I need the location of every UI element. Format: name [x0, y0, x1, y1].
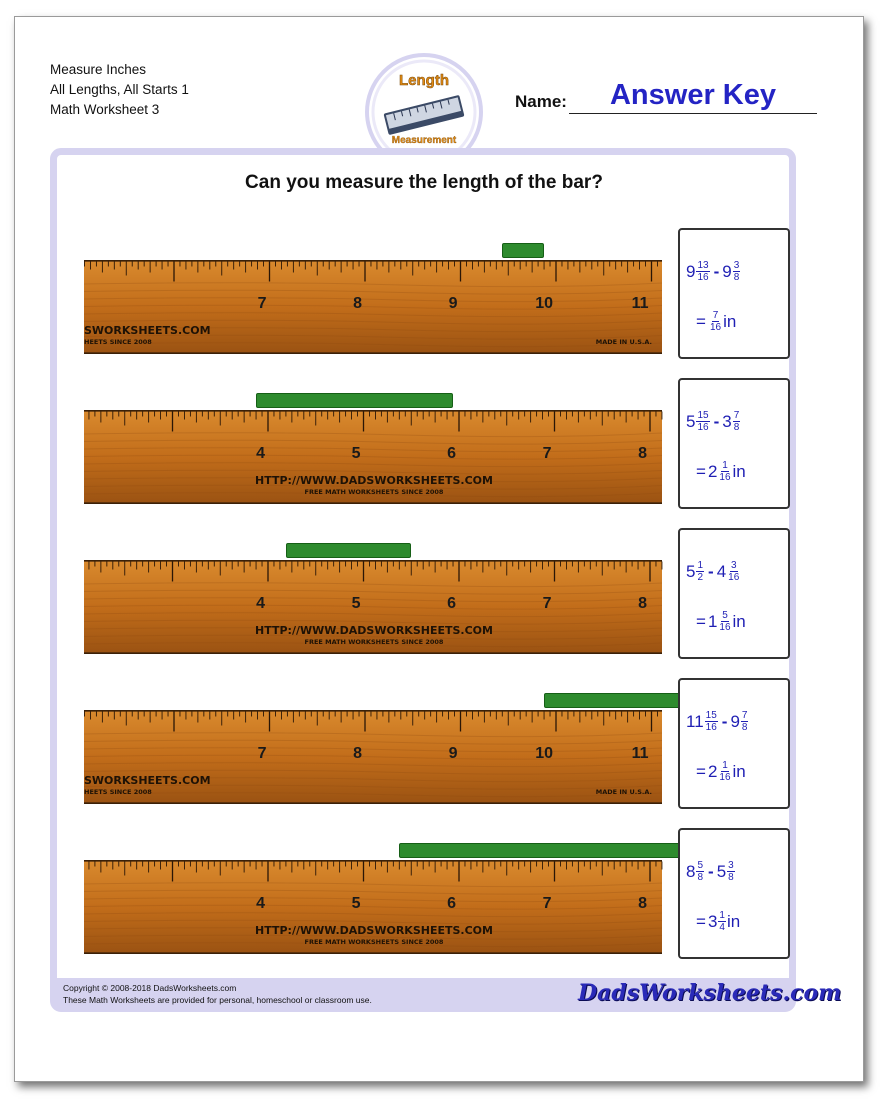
result-fraction-numerator: 5: [722, 610, 728, 621]
end-fraction-numerator: 15: [705, 710, 717, 721]
end-whole: 11: [686, 711, 704, 731]
logo-top-text: Length: [399, 72, 449, 89]
wooden-ruler: [84, 560, 662, 654]
start-whole: 4: [716, 561, 727, 581]
result-fraction-denominator: 16: [719, 622, 731, 633]
ruler-tagline-text: FREE MATH WORKSHEETS SINCE 2008: [304, 488, 444, 496]
inch-label: 5: [351, 595, 361, 612]
result-fraction: [718, 910, 726, 933]
end-fraction: [696, 560, 704, 583]
name-field: [515, 76, 817, 114]
equals-sign: =: [696, 911, 706, 931]
start-whole: 9: [722, 261, 732, 281]
minus-sign: -: [708, 861, 714, 881]
answer-box: [678, 828, 790, 959]
inch-label: 11: [631, 295, 649, 312]
result-fraction-numerator: 1: [719, 910, 725, 921]
answer-key-text: Answer Key: [609, 79, 776, 111]
inch-label: 8: [638, 445, 647, 462]
ruler-url-text: HTTP://WWW.DADSWORKSHEETS.COM: [255, 474, 493, 487]
start-fraction: [733, 260, 741, 283]
inch-label: 10: [535, 745, 553, 762]
start-fraction-numerator: 7: [741, 710, 748, 721]
inch-label: 8: [638, 595, 647, 612]
measured-bar: [256, 393, 453, 408]
end-fraction-numerator: 13: [697, 260, 709, 271]
worksheet-number: Math Worksheet 3: [50, 102, 160, 117]
answer-subtraction: [686, 560, 741, 583]
inch-label: 8: [638, 895, 647, 912]
inch-label: 7: [542, 895, 552, 912]
result-fraction-numerator: 1: [722, 460, 728, 471]
answer-result: [696, 310, 736, 333]
start-fraction-numerator: 7: [733, 410, 740, 421]
result-fraction: [718, 760, 731, 783]
unit-label: in: [732, 461, 746, 481]
inch-label: 6: [447, 895, 456, 912]
minus-sign: -: [713, 411, 720, 431]
start-whole: 3: [722, 411, 732, 431]
answer-box: [678, 228, 790, 359]
result-whole: 2: [707, 461, 718, 481]
problem-row: [84, 678, 794, 813]
inch-label: 11: [631, 745, 649, 762]
ruler-url-text: HTTP://WWW.DADSWORKSHEETS.COM: [255, 624, 493, 637]
answer-result: [696, 910, 740, 933]
result-fraction-denominator: 4: [719, 922, 725, 933]
ruler-brand-subtext: HEETS SINCE 2008: [84, 788, 152, 796]
answer-box: [678, 378, 790, 509]
ruler-brand-subtext: HEETS SINCE 2008: [84, 338, 152, 346]
equals-sign: =: [696, 761, 706, 781]
inch-label: 4: [256, 445, 265, 462]
result-whole: 1: [707, 611, 718, 631]
answer-subtraction: [686, 710, 749, 733]
result-fraction-denominator: 16: [719, 472, 731, 483]
result-whole: 2: [707, 761, 718, 781]
wooden-ruler: [84, 860, 662, 954]
measured-bar: [286, 543, 411, 558]
end-fraction-denominator: 2: [697, 572, 704, 583]
ruler-url-text: HTTP://WWW.DADSWORKSHEETS.COM: [255, 924, 493, 937]
start-fraction-numerator: 3: [733, 260, 740, 271]
measured-bar: [502, 243, 544, 258]
answer-box: [678, 528, 790, 659]
end-fraction-denominator: 8: [697, 872, 704, 883]
equals-sign: =: [696, 461, 706, 481]
end-whole: 8: [686, 861, 696, 881]
start-fraction-denominator: 8: [733, 272, 740, 283]
ruler-brand-text: SWORKSHEETS.COM: [84, 774, 211, 787]
answer-result: [696, 610, 746, 633]
ruler-tagline-text: FREE MATH WORKSHEETS SINCE 2008: [304, 938, 444, 946]
start-whole: 5: [716, 861, 727, 881]
ruler-tagline-text: FREE MATH WORKSHEETS SINCE 2008: [304, 638, 444, 646]
result-fraction: [718, 460, 731, 483]
ruler-made-in-text: MADE IN U.S.A.: [595, 788, 652, 796]
unit-label: in: [732, 761, 746, 781]
result-fraction-numerator: 1: [722, 760, 728, 771]
name-label: Name:: [515, 92, 567, 111]
start-fraction-numerator: 3: [728, 860, 734, 871]
problem-row: [84, 378, 794, 513]
result-fraction: [709, 310, 722, 333]
end-whole: 5: [686, 561, 696, 581]
start-fraction: [741, 710, 749, 733]
logo-bottom-text: Measurement: [391, 135, 457, 146]
start-fraction: [727, 860, 735, 883]
end-fraction-numerator: 15: [697, 410, 709, 421]
end-whole: 9: [686, 261, 696, 281]
answer-result: [696, 760, 746, 783]
name-underline: [569, 113, 817, 114]
ruler-brand-text: SWORKSHEETS.COM: [84, 324, 211, 337]
worksheet-subject: Measure Inches: [50, 62, 147, 77]
wooden-ruler: [84, 260, 662, 354]
minus-sign: -: [713, 261, 720, 281]
start-fraction: [733, 410, 741, 433]
unit-label: in: [723, 311, 737, 331]
answer-subtraction: [686, 260, 741, 283]
equals-sign: =: [696, 611, 706, 631]
inch-label: 4: [256, 595, 265, 612]
result-fraction-numerator: 7: [712, 310, 719, 321]
result-whole: 3: [707, 911, 718, 931]
problem-row: [84, 528, 794, 663]
inch-label: 8: [353, 295, 362, 312]
copyright-block: [63, 982, 372, 1006]
answer-subtraction: [686, 860, 736, 883]
inch-label: 7: [542, 445, 552, 462]
copyright-text: Copyright © 2008-2018 DadsWorksheets.com: [63, 983, 237, 993]
start-whole: 9: [730, 711, 740, 731]
usage-note: These Math Worksheets are provided for personal, homeschool or classroom use.: [63, 995, 372, 1005]
unit-label: in: [726, 911, 741, 931]
problem-row: [84, 828, 794, 963]
start-fraction-denominator: 8: [728, 872, 734, 883]
end-fraction-denominator: 16: [697, 272, 709, 283]
end-fraction-denominator: 16: [705, 722, 717, 733]
end-fraction-denominator: 16: [697, 422, 709, 433]
result-fraction: [718, 610, 731, 633]
result-fraction-denominator: 16: [709, 322, 722, 333]
answer-box: [678, 678, 790, 809]
end-whole: 5: [686, 411, 696, 431]
end-fraction: [705, 710, 718, 733]
end-fraction: [696, 410, 709, 433]
inch-label: 7: [257, 295, 267, 312]
worksheet-title: Can you measure the length of the bar?: [245, 172, 603, 193]
worksheet-info: [50, 60, 189, 120]
inch-label: 7: [542, 595, 552, 612]
inch-label: 9: [448, 295, 458, 312]
start-fraction-denominator: 16: [728, 572, 740, 583]
wooden-ruler: [84, 710, 662, 804]
minus-sign: -: [708, 561, 714, 581]
inch-label: 6: [447, 445, 456, 462]
start-fraction-denominator: 8: [733, 422, 740, 433]
start-fraction-denominator: 8: [741, 722, 748, 733]
inch-label: 6: [447, 595, 456, 612]
inch-label: 10: [535, 295, 553, 312]
result-fraction-denominator: 16: [719, 772, 731, 783]
unit-label: in: [732, 611, 746, 631]
wooden-ruler: [84, 410, 662, 504]
inch-label: 5: [351, 445, 361, 462]
minus-sign: -: [721, 711, 728, 731]
equals-sign: =: [696, 311, 706, 331]
end-fraction-numerator: 5: [697, 860, 704, 871]
worksheet-variant: All Lengths, All Starts 1: [50, 82, 189, 97]
answer-result: [696, 460, 746, 483]
inch-label: 7: [257, 745, 267, 762]
end-fraction-numerator: 1: [697, 560, 704, 571]
answer-subtraction: [686, 410, 741, 433]
start-fraction: [727, 560, 740, 583]
inch-label: 8: [353, 745, 362, 762]
problem-row: [84, 228, 794, 363]
inch-label: 9: [448, 745, 458, 762]
end-fraction: [696, 260, 709, 283]
inch-label: 5: [351, 895, 361, 912]
dadsworksheets-brand-logo: DadsWorksheets.com: [578, 980, 842, 1006]
inch-label: 4: [256, 895, 265, 912]
ruler-made-in-text: MADE IN U.S.A.: [595, 338, 652, 346]
measured-bar: [399, 843, 709, 858]
end-fraction: [696, 860, 704, 883]
start-fraction-numerator: 3: [730, 560, 737, 571]
